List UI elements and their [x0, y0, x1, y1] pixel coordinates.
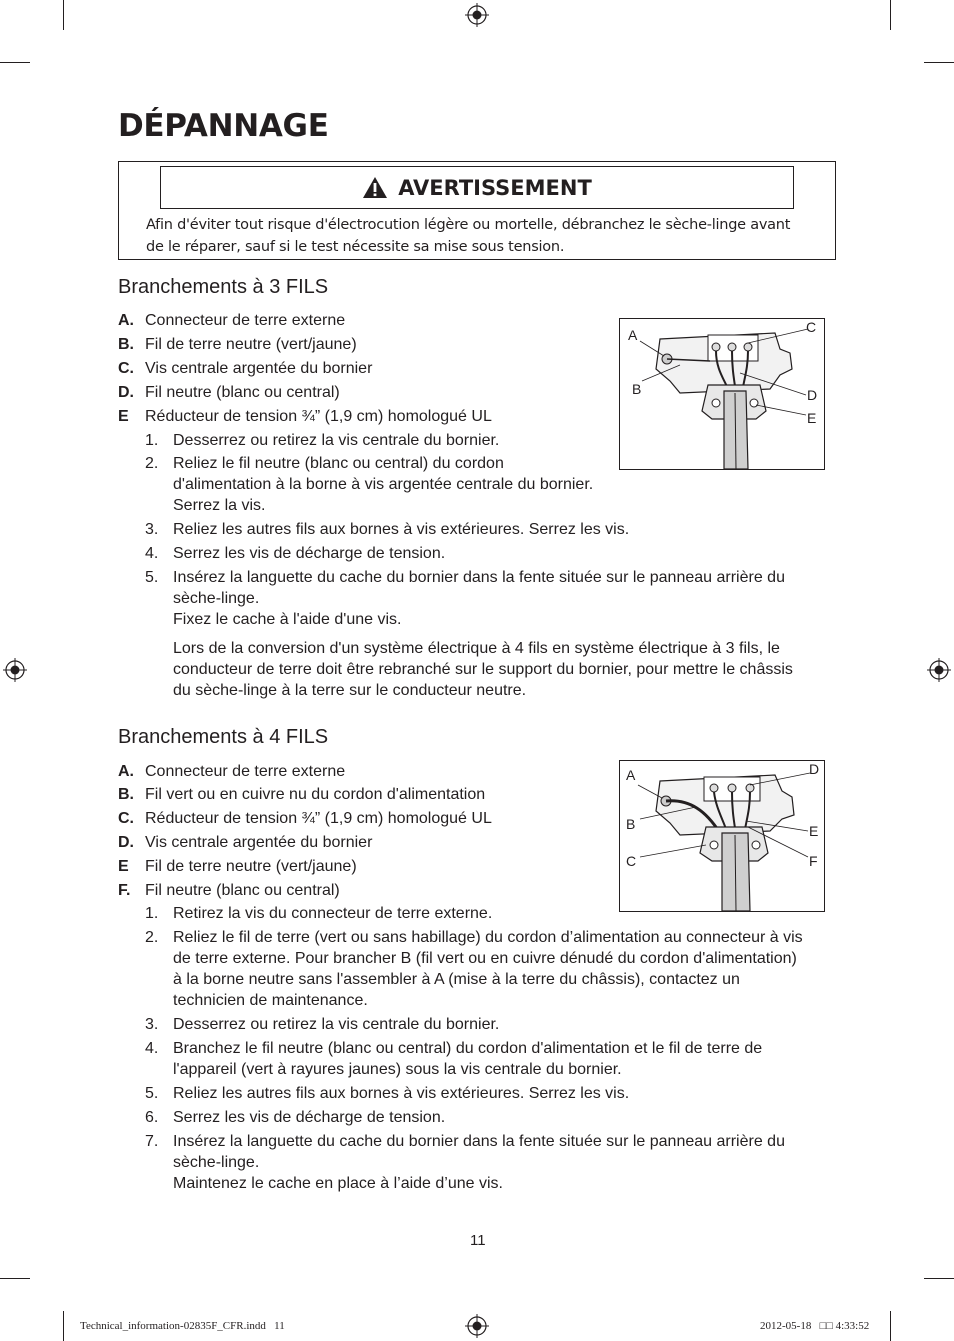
part-letter: B.: [118, 336, 134, 353]
step-number: 5.: [145, 1085, 159, 1102]
step-text: Reliez le fil de terre (vert ou sans habillage) du cordon d’alimentation au connecteur à vis: [173, 929, 803, 946]
crop-mark: [924, 62, 954, 63]
step-text: Desserrez ou retirez la vis centrale du bornier.: [173, 1016, 500, 1033]
step-number: 4.: [145, 1040, 159, 1057]
terminal-block-illustration: [620, 761, 824, 911]
diagram-label-b: B: [632, 381, 642, 397]
crop-mark: [63, 1311, 64, 1341]
part-text: Fil de terre neutre (vert/jaune): [145, 336, 357, 353]
note-text: du sèche-linge à la terre sur le conducteur neutre.: [173, 682, 527, 699]
step-number: 3.: [145, 1016, 159, 1033]
warning-text: [146, 214, 826, 258]
diagram-4-wire: [619, 760, 825, 912]
step-number: 6.: [145, 1109, 159, 1126]
footer-file-info: Technical_information-02835F_CFR.indd 11: [80, 1320, 285, 1332]
section-title-3-wire: Branchements à 3 FILS: [118, 276, 329, 298]
step-number: 4.: [145, 545, 159, 562]
step-text: Retirez la vis du connecteur de terre externe.: [173, 905, 493, 922]
step-number: 2.: [145, 929, 159, 946]
footer-timestamp: 2012-05-18 □□ 4:33:52: [760, 1320, 870, 1332]
step-number: 1.: [145, 432, 159, 449]
part-text: Fil vert ou en cuivre nu du cordon d'alimentation: [145, 786, 486, 803]
part-text: Réducteur de tension ¾” (1,9 cm) homologué UL: [145, 810, 492, 827]
diagram-label-c: C: [626, 853, 637, 869]
part-text: Vis centrale argentée du bornier: [145, 360, 373, 377]
step-number: 2.: [145, 455, 159, 472]
part-letter: A.: [118, 763, 134, 780]
part-letter: E: [118, 858, 129, 875]
part-text: Réducteur de tension ¾” (1,9 cm) homologué UL: [145, 408, 492, 425]
part-letter: F.: [118, 882, 131, 899]
diagram-label-d: D: [807, 387, 818, 403]
step-text: Insérez la languette du cache du bornier dans la fente située sur le panneau arrière du: [173, 569, 785, 586]
crop-mark: [0, 1278, 30, 1279]
diagram-label-e: E: [807, 410, 817, 426]
step-number: 5.: [145, 569, 159, 586]
page-title: DÉPANNAGE: [118, 108, 329, 144]
step-text: l'appareil (vert à rayures jaunes) sous la vis centrale du bornier.: [173, 1061, 622, 1078]
step-text: de terre externe. Pour brancher B (fil vert ou en cuivre dénudé du cordon d'alimentation): [173, 950, 797, 967]
diagram-label-c: C: [806, 319, 817, 335]
step-text: Reliez les autres fils aux bornes à vis extérieures. Serrez les vis.: [173, 521, 630, 538]
step-text: sèche-linge.: [173, 590, 260, 607]
part-text: Fil de terre neutre (vert/jaune): [145, 858, 357, 875]
step-text: d'alimentation à la borne à vis argentée centrale du bornier.: [173, 476, 594, 493]
crop-mark: [890, 0, 891, 30]
diagram-label-e: E: [809, 823, 819, 839]
diagram-label-f: F: [809, 853, 818, 869]
registration-mark-icon: [465, 3, 489, 27]
step-text: sèche-linge.: [173, 1154, 260, 1171]
warning-header: [160, 166, 794, 209]
part-text: Vis centrale argentée du bornier: [145, 834, 373, 851]
warning-triangle-icon: [362, 176, 388, 199]
diagram-3-wire: [619, 318, 825, 470]
step-number: 7.: [145, 1133, 159, 1150]
step-number: 3.: [145, 521, 159, 538]
note-text: Lors de la conversion d'un système électrique à 4 fils en système électrique à 3 fils, le: [173, 640, 780, 657]
part-letter: D.: [118, 384, 134, 401]
step-text: Reliez les autres fils aux bornes à vis extérieures. Serrez les vis.: [173, 1085, 630, 1102]
registration-mark-icon: [3, 658, 27, 682]
terminal-block-illustration: [620, 319, 824, 469]
step-text: Serrez les vis de décharge de tension.: [173, 1109, 446, 1126]
registration-mark-icon: [465, 1314, 489, 1338]
diagram-label-d: D: [809, 761, 820, 777]
part-letter: E: [118, 408, 129, 425]
step-text: Desserrez ou retirez la vis centrale du bornier.: [173, 432, 500, 449]
warning-label: AVERTISSEMENT: [398, 175, 592, 200]
warning-line: Afin d'éviter tout risque d'électrocution légère ou mortelle, débranchez le sèche-linge avant: [146, 217, 791, 233]
note-text: conducteur de terre doit être rebranché sur le support du bornier, pour mettre le châssis: [173, 661, 793, 678]
crop-mark: [63, 0, 64, 30]
step-text: Reliez le fil neutre (blanc ou central) du cordon: [173, 455, 504, 472]
part-letter: D.: [118, 834, 134, 851]
part-text: Fil neutre (blanc ou central): [145, 384, 340, 401]
part-text: Fil neutre (blanc ou central): [145, 882, 340, 899]
part-letter: C.: [118, 360, 134, 377]
step-text: Serrez la vis.: [173, 497, 266, 514]
crop-mark: [924, 1278, 954, 1279]
part-letter: C.: [118, 810, 134, 827]
step-text: Fixez le cache à l'aide d'une vis.: [173, 611, 402, 628]
step-text: à la borne neutre sans l'assembler à A (mise à la terre du châssis), contactez un: [173, 971, 740, 988]
warning-line: de le réparer, sauf si le test nécessite sa mise sous tension.: [146, 239, 565, 255]
part-letter: A.: [118, 312, 134, 329]
crop-mark: [0, 62, 30, 63]
step-text: Branchez le fil neutre (blanc ou central) du cordon d'alimentation et le fil de terre de: [173, 1040, 763, 1057]
part-text: Connecteur de terre externe: [145, 312, 346, 329]
part-text: Connecteur de terre externe: [145, 763, 346, 780]
step-number: 1.: [145, 905, 159, 922]
step-text: Insérez la languette du cache du bornier dans la fente située sur le panneau arrière du: [173, 1133, 785, 1150]
step-text: Maintenez le cache en place à l’aide d’une vis.: [173, 1175, 503, 1192]
registration-mark-icon: [927, 658, 951, 682]
page-number: 11: [470, 1232, 486, 1249]
section-title-4-wire: Branchements à 4 FILS: [118, 726, 329, 748]
diagram-label-a: A: [626, 767, 636, 783]
step-text: Serrez les vis de décharge de tension.: [173, 545, 446, 562]
step-text: technicien de maintenance.: [173, 992, 368, 1009]
diagram-label-b: B: [626, 816, 636, 832]
crop-mark: [890, 1311, 891, 1341]
diagram-label-a: A: [628, 327, 638, 343]
part-letter: B.: [118, 786, 134, 803]
